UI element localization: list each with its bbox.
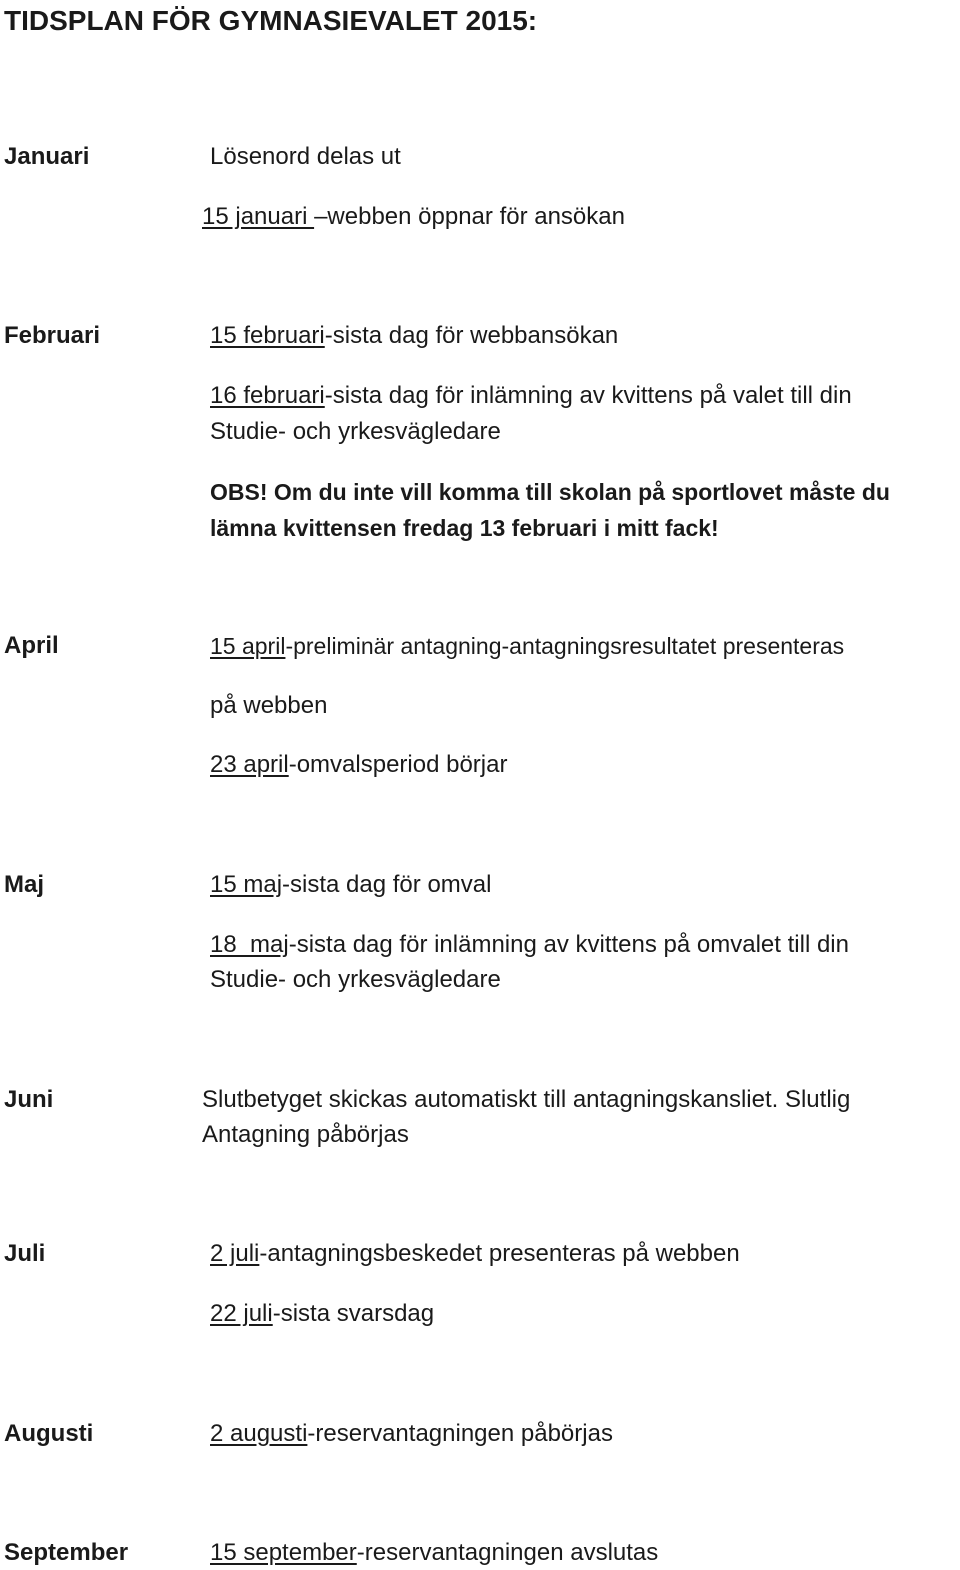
month-januari: Januari bbox=[4, 143, 90, 170]
month-februari: Februari bbox=[4, 322, 101, 349]
month-augusti: Augusti bbox=[4, 1420, 94, 1447]
month-maj: Maj bbox=[4, 871, 45, 898]
juni-line-1: Slutbetyget skickas automatiskt till antagningskansliet. Slutlig bbox=[202, 1086, 851, 1113]
september-line-1: 15 september-reservantagningen avslutas bbox=[210, 1539, 659, 1566]
maj-line-2: 18 maj-sista dag för inlämning av kvittens på omvalet till din bbox=[210, 931, 849, 958]
month-september: September bbox=[4, 1539, 129, 1566]
juli-line-1: 2 juli-antagningsbeskedet presenteras på webben bbox=[210, 1240, 740, 1267]
date-15-maj: 15 maj bbox=[210, 871, 283, 898]
juni-line-2: Antagning påbörjas bbox=[202, 1121, 409, 1148]
month-april: April bbox=[4, 632, 59, 659]
april-line-1: 15 april-preliminär antagning-antagningsresultatet presenteras bbox=[210, 633, 845, 659]
date-2-augusti: 2 augusti bbox=[210, 1420, 308, 1447]
januari-line-2: 15 januari –webben öppnar för ansökan bbox=[202, 203, 625, 230]
date-15-september: 15 september bbox=[210, 1539, 357, 1566]
augusti-line-1: 2 augusti-reservantagningen påbörjas bbox=[210, 1420, 613, 1447]
date-16-februari: 16 februari bbox=[210, 382, 325, 409]
date-22-juli: 22 juli bbox=[210, 1300, 273, 1327]
date-23-april: 23 april bbox=[210, 751, 289, 778]
obs-notice-line-2: lämna kvittensen fredag 13 februari i mitt fack! bbox=[210, 515, 719, 541]
april-line-3: 23 april-omvalsperiod börjar bbox=[210, 751, 508, 778]
maj-line-3: Studie- och yrkesvägledare bbox=[210, 966, 501, 993]
obs-notice-line-1: OBS! Om du inte vill komma till skolan på sportlovet måste du bbox=[210, 479, 890, 505]
juli-line-2: 22 juli-sista svarsdag bbox=[210, 1300, 435, 1327]
date-15-februari: 15 februari bbox=[210, 322, 325, 349]
februari-line-3: Studie- och yrkesvägledare bbox=[210, 418, 501, 445]
maj-line-1: 15 maj-sista dag för omval bbox=[210, 871, 492, 898]
date-15-april: 15 april bbox=[210, 633, 286, 659]
date-2-juli: 2 juli bbox=[210, 1240, 260, 1267]
month-juli: Juli bbox=[4, 1240, 46, 1267]
februari-line-2: 16 februari-sista dag för inlämning av kvittens på valet till din bbox=[210, 382, 852, 409]
date-15-januari: 15 januari bbox=[202, 203, 315, 230]
januari-line-1: Lösenord delas ut bbox=[210, 143, 401, 170]
februari-line-1: 15 februari-sista dag för webbansökan bbox=[210, 322, 619, 349]
page-title: TIDSPLAN FÖR GYMNASIEVALET 2015: bbox=[4, 5, 538, 36]
month-juni: Juni bbox=[4, 1086, 54, 1113]
april-line-2: på webben bbox=[210, 692, 328, 719]
date-18-maj: 18 maj bbox=[210, 931, 289, 958]
